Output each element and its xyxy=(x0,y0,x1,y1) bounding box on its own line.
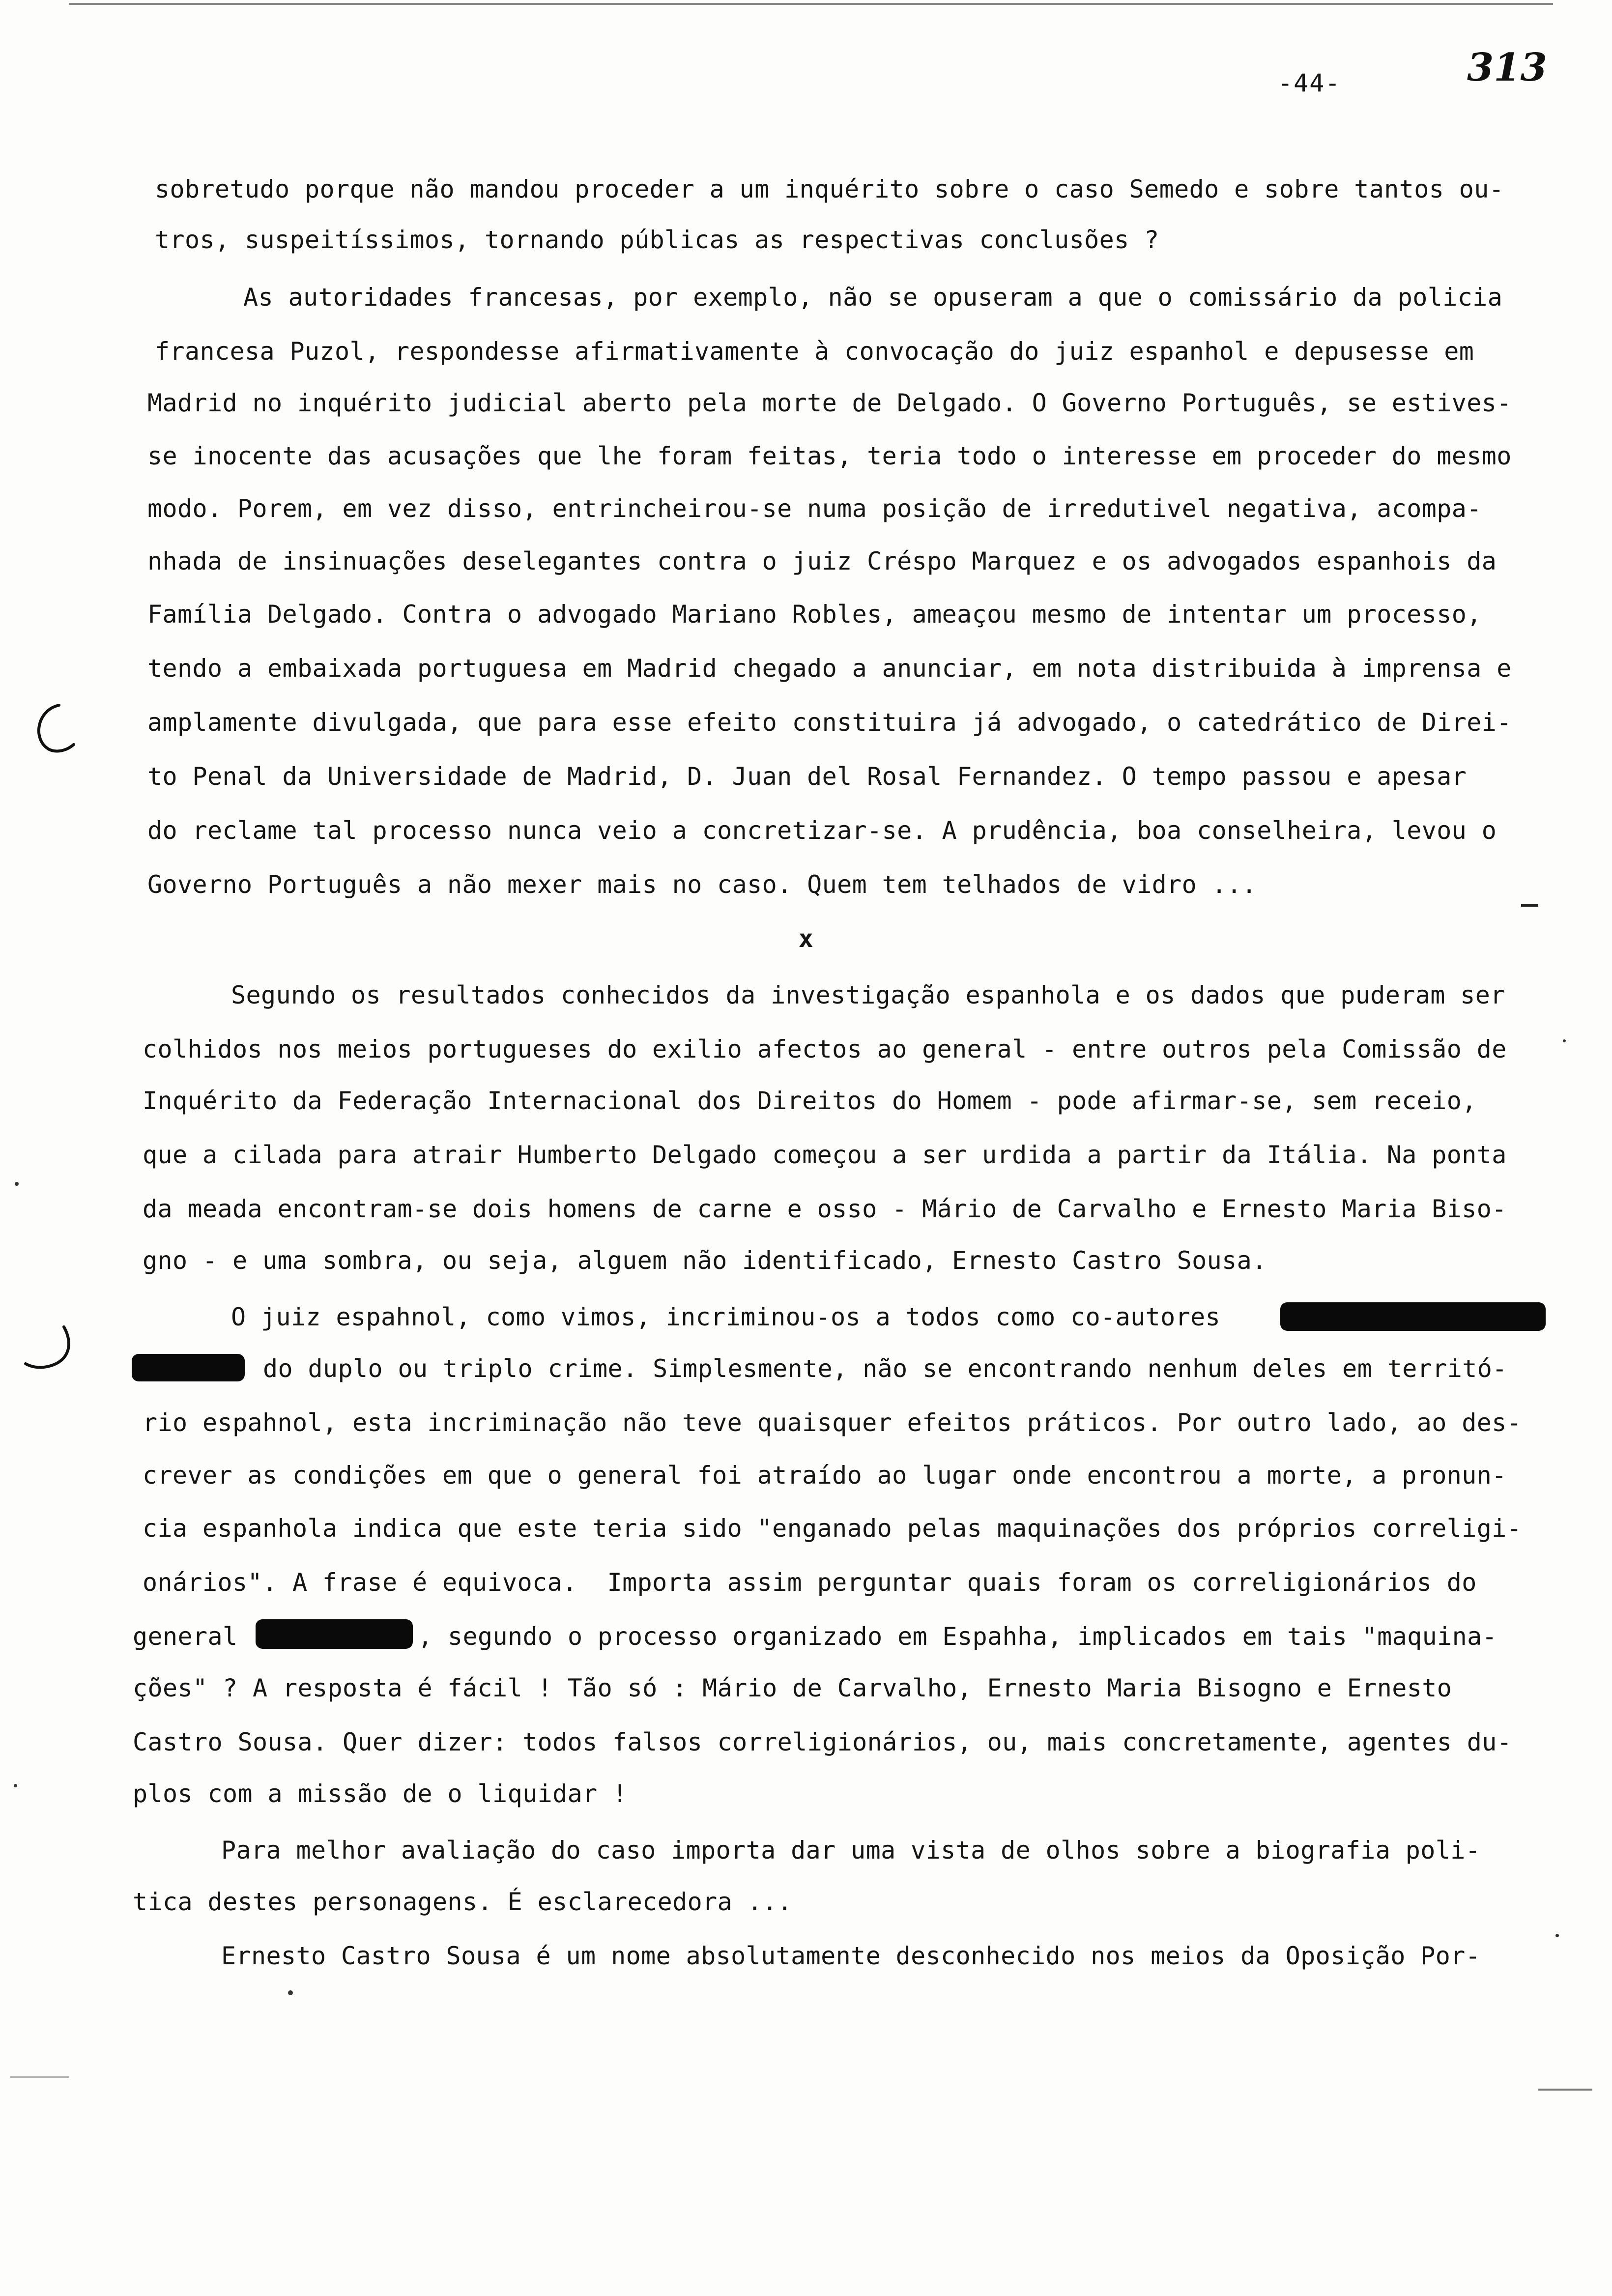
text-line: se inocente das acusações que lhe foram feitas, teria todo o interesse em proceder do mesmo xyxy=(147,442,1512,470)
text-line: general xyxy=(133,1622,238,1651)
section-separator: x xyxy=(798,924,814,953)
margin-hook-mark xyxy=(20,1322,79,1376)
text-line: colhidos nos meios portugueses do exilio afectos ao general - entre outros pela Comissão de xyxy=(143,1035,1507,1063)
text-line: Madrid no inquérito judicial aberto pela morte de Delgado. O Governo Português, se estives- xyxy=(147,389,1512,417)
text-line: do reclame tal processo nunca veio a concretizar-se. A prudência, boa conselheira, levou o xyxy=(147,816,1497,845)
margin-dash-mark xyxy=(1521,904,1538,907)
text-line: gno - e uma sombra, ou seja, alguem não identificado, Ernesto Castro Sousa. xyxy=(143,1246,1267,1275)
text-line: Governo Português a não mexer mais no caso. Quem tem telhados de vidro ... xyxy=(147,870,1257,899)
text-line: nhada de insinuações deselegantes contra o juiz Créspo Marquez e os advogados espanhois da xyxy=(147,547,1497,575)
text-line: Para melhor avaliação do caso importa dar uma vista de olhos sobre a biografia poli- xyxy=(221,1836,1481,1865)
text-line: Família Delgado. Contra o advogado Mariano Robles, ameaçou mesmo de intentar um processo, xyxy=(147,600,1482,629)
scan-mark xyxy=(1538,2089,1592,2091)
text-line: amplamente divulgada, que para esse efeito constituira já advogado, o catedrático de Direi- xyxy=(147,708,1512,737)
text-line: tros, suspeitíssimos, tornando públicas as respectivas conclusões ? xyxy=(155,226,1159,254)
text-line: O juiz espahnol, como vimos, incriminou-os a todos como co-autores xyxy=(231,1303,1221,1331)
text-line: Castro Sousa. Quer dizer: todos falsos correligionários, ou, mais concretamente, agentes du- xyxy=(133,1728,1512,1756)
scan-speck xyxy=(15,1182,19,1186)
scan-speck xyxy=(14,1784,17,1787)
text-line: Segundo os resultados conhecidos da investigação espanhola e os dados que puderam ser xyxy=(231,981,1505,1009)
text-line: As autoridades francesas, por exemplo, não se opuseram a que o comissário da policia xyxy=(243,283,1503,312)
text-line: plos com a missão de o liquidar ! xyxy=(133,1779,628,1808)
scan-speck xyxy=(288,1990,293,1995)
text-line: Inquérito da Federação Internacional dos Direitos do Homem - pode afirmar-se, sem receio, xyxy=(143,1087,1477,1115)
text-line: sobretudo porque não mandou proceder a um inquérito sobre o caso Semedo e sobre tantos ou- xyxy=(155,175,1504,203)
text-line: do duplo ou triplo crime. Simplesmente, não se encontrando nenhum deles em territó- xyxy=(263,1354,1507,1383)
text-line: modo. Porem, em vez disso, entrincheirou-se numa posição de irredutivel negativa, acompa- xyxy=(147,494,1482,523)
margin-hook-mark xyxy=(25,698,79,762)
scan-speck xyxy=(1555,1934,1559,1937)
text-line: da meada encontram-se dois homens de carne e osso - Mário de Carvalho e Ernesto Maria Biso- xyxy=(143,1195,1507,1223)
redaction-bar xyxy=(1280,1302,1546,1331)
text-line: cia espanhola indica que este teria sido "enganado pelas maquinações dos próprios correligi- xyxy=(143,1514,1522,1543)
text-line: , segundo o processo organizado em Espahha, implicados em tais "maquina- xyxy=(418,1622,1497,1651)
page-number: -44- xyxy=(1278,69,1341,97)
text-line: tica destes personagens. É esclarecedora ... xyxy=(133,1888,793,1916)
handwritten-folio-number: 313 xyxy=(1467,45,1547,90)
text-line: tendo a embaixada portuguesa em Madrid chegado a anunciar, em nota distribuida à imprensa e xyxy=(147,654,1512,683)
text-line: Ernesto Castro Sousa é um nome absolutamente desconhecido nos meios da Oposição Por- xyxy=(221,1942,1481,1970)
top-edge-rule xyxy=(69,3,1553,5)
text-line: que a cilada para atrair Humberto Delgado começou a ser urdida a partir da Itália. Na ponta xyxy=(143,1141,1507,1169)
text-line: crever as condições em que o general foi atraído ao lugar onde encontrou a morte, a pronun- xyxy=(143,1461,1507,1490)
scan-speck xyxy=(1563,1039,1566,1042)
text-line: francesa Puzol, respondesse afirmativamente à convocação do juiz espanhol e depusesse em xyxy=(155,337,1474,366)
text-line: onários". A frase é equivoca. Importa assim perguntar quais foram os correligionários do xyxy=(143,1568,1477,1597)
text-line: ções" ? A resposta é fácil ! Tão só : Mário de Carvalho, Ernesto Maria Bisogno e Ernesto xyxy=(133,1674,1452,1702)
text-line: rio espahnol, esta incriminação não teve quaisquer efeitos práticos. Por outro lado, ao des- xyxy=(143,1408,1522,1437)
redaction-bar xyxy=(256,1619,413,1649)
text-line: to Penal da Universidade de Madrid, D. Juan del Rosal Fernandez. O tempo passou e apesar xyxy=(147,762,1467,791)
redaction-bar xyxy=(132,1354,245,1381)
scan-mark xyxy=(10,2076,69,2078)
